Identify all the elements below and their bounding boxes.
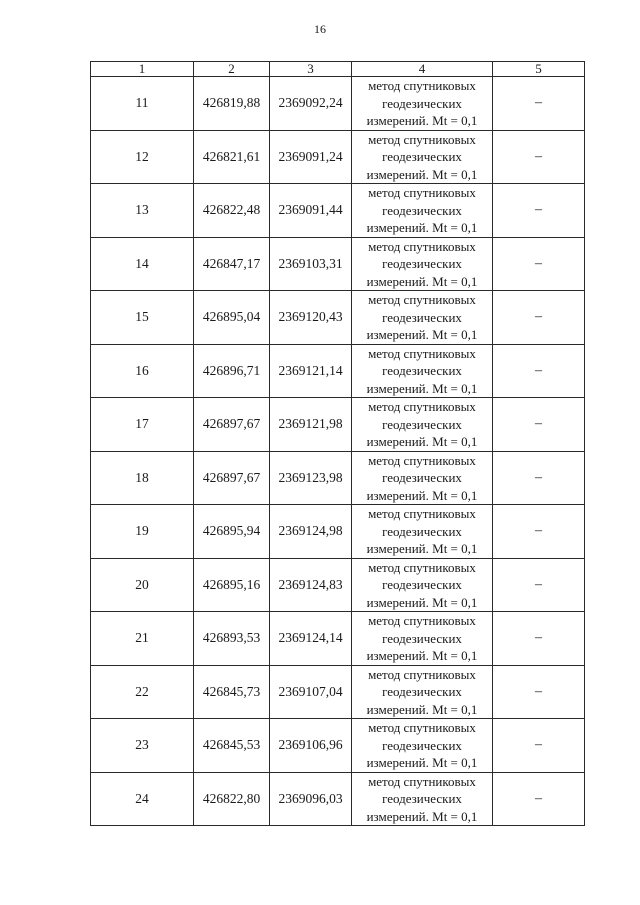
method-cell: [352, 77, 493, 131]
method-line-1: метод спутниковых: [368, 185, 476, 200]
method-line-3: измерений. Mt = 0,1: [366, 648, 478, 663]
x-coordinate-cell: 426897,67: [194, 451, 270, 505]
table-row: [91, 558, 585, 612]
method-line-3: измерений. Mt = 0,1: [366, 166, 478, 182]
method-line-3: измерений. Mt = 0,1: [366, 594, 478, 610]
table-row: [91, 719, 585, 773]
table-row: [91, 665, 585, 719]
table-row: [91, 77, 585, 131]
method-line-1: метод спутниковых: [368, 78, 476, 93]
x-coordinate-cell: 426821,61: [194, 130, 270, 184]
y-coordinate-cell: 2369124,83: [270, 558, 352, 612]
column-5-cell: –: [493, 184, 585, 238]
column-5-cell: –: [493, 77, 585, 131]
point-number-cell: 16: [91, 344, 194, 398]
method-line-3: измерений. Mt = 0,1: [366, 541, 478, 556]
y-coordinate-cell: 2369106,96: [270, 719, 352, 773]
method-line-2: геодезических: [382, 256, 462, 271]
table-row: [91, 451, 585, 505]
method-line-2: геодезических: [382, 416, 462, 432]
point-number-cell: 22: [91, 665, 194, 719]
table-row: [91, 398, 585, 452]
method-cell: [352, 612, 493, 666]
method-line-2: геодезических: [382, 95, 462, 111]
method-line-2: геодезических: [382, 630, 462, 646]
method-line-2: геодезических: [382, 149, 462, 164]
column-5-cell: –: [493, 558, 585, 612]
method-line-3: измерений. Mt = 0,1: [366, 273, 478, 289]
point-number-cell: 21: [91, 612, 194, 666]
y-coordinate-cell: 2369096,03: [270, 772, 352, 826]
column-5-cell: –: [493, 451, 585, 505]
method-line-1: метод спутниковых: [368, 613, 476, 628]
method-line-1: метод спутниковых: [368, 773, 476, 789]
method-line-3: измерений. Mt = 0,1: [366, 327, 478, 342]
method-cell: [352, 772, 493, 826]
column-5-cell: –: [493, 344, 585, 398]
point-number-cell: 13: [91, 184, 194, 238]
y-coordinate-cell: 2369121,98: [270, 398, 352, 452]
x-coordinate-cell: 426822,48: [194, 184, 270, 238]
header-col-5: 5: [493, 62, 585, 77]
method-line-2: геодезических: [382, 737, 462, 753]
y-coordinate-cell: 2369124,14: [270, 612, 352, 666]
x-coordinate-cell: 426822,80: [194, 772, 270, 826]
column-5-cell: –: [493, 130, 585, 184]
method-line-2: геодезических: [382, 791, 462, 806]
method-cell: [352, 398, 493, 452]
y-coordinate-cell: 2369103,31: [270, 237, 352, 291]
method-cell: [352, 237, 493, 291]
method-cell: [352, 665, 493, 719]
x-coordinate-cell: 426845,53: [194, 719, 270, 773]
column-5-cell: –: [493, 398, 585, 452]
point-number-cell: 12: [91, 130, 194, 184]
method-cell: [352, 291, 493, 345]
method-cell: [352, 505, 493, 559]
x-coordinate-cell: 426845,73: [194, 665, 270, 719]
column-5-cell: –: [493, 772, 585, 826]
method-line-3: измерений. Mt = 0,1: [366, 808, 478, 824]
x-coordinate-cell: 426895,94: [194, 505, 270, 559]
table-row: [91, 505, 585, 559]
point-number-cell: 20: [91, 558, 194, 612]
point-number-cell: 19: [91, 505, 194, 559]
method-cell: [352, 184, 493, 238]
method-line-1: метод спутниковых: [368, 238, 476, 254]
table-body: [91, 77, 585, 826]
column-5-cell: –: [493, 612, 585, 666]
table-row: [91, 130, 585, 184]
method-line-3: измерений. Mt = 0,1: [366, 113, 478, 128]
y-coordinate-cell: 2369120,43: [270, 291, 352, 345]
method-line-2: геодезических: [382, 684, 462, 699]
method-line-3: измерений. Mt = 0,1: [366, 434, 478, 449]
x-coordinate-cell: 426847,17: [194, 237, 270, 291]
table-row: [91, 344, 585, 398]
y-coordinate-cell: 2369123,98: [270, 451, 352, 505]
column-5-cell: –: [493, 505, 585, 559]
method-cell: [352, 719, 493, 773]
point-number-cell: 24: [91, 772, 194, 826]
x-coordinate-cell: 426819,88: [194, 77, 270, 131]
header-col-1: 1: [91, 62, 194, 77]
table-row: [91, 291, 585, 345]
method-line-2: геодезических: [382, 363, 462, 378]
page-number: 16: [314, 22, 326, 36]
method-line-1: метод спутниковых: [368, 131, 476, 147]
point-number-cell: 14: [91, 237, 194, 291]
column-5-cell: –: [493, 719, 585, 773]
method-cell: [352, 344, 493, 398]
column-5-cell: –: [493, 237, 585, 291]
method-line-1: метод спутниковых: [368, 292, 476, 307]
table-header-row: [91, 62, 585, 77]
method-line-3: измерений. Mt = 0,1: [366, 220, 478, 235]
table-row: [91, 237, 585, 291]
x-coordinate-cell: 426893,53: [194, 612, 270, 666]
x-coordinate-cell: 426895,16: [194, 558, 270, 612]
method-cell: [352, 558, 493, 612]
method-line-1: метод спутниковых: [368, 399, 476, 414]
point-number-cell: 11: [91, 77, 194, 131]
y-coordinate-cell: 2369121,14: [270, 344, 352, 398]
method-line-1: метод спутниковых: [368, 559, 476, 575]
header-col-4: 4: [352, 62, 493, 77]
coordinates-table: [90, 61, 585, 826]
method-line-1: метод спутниковых: [368, 720, 476, 735]
method-line-2: геодезических: [382, 470, 462, 485]
y-coordinate-cell: 2369091,24: [270, 130, 352, 184]
method-line-3: измерений. Mt = 0,1: [366, 701, 478, 717]
header-col-2: 2: [194, 62, 270, 77]
x-coordinate-cell: 426897,67: [194, 398, 270, 452]
y-coordinate-cell: 2369107,04: [270, 665, 352, 719]
method-line-2: геодезических: [382, 523, 462, 539]
method-line-1: метод спутниковых: [368, 345, 476, 361]
method-cell: [352, 451, 493, 505]
table-row: [91, 184, 585, 238]
y-coordinate-cell: 2369092,24: [270, 77, 352, 131]
y-coordinate-cell: 2369124,98: [270, 505, 352, 559]
method-line-1: метод спутниковых: [368, 452, 476, 468]
column-5-cell: –: [493, 665, 585, 719]
method-line-2: геодезических: [382, 577, 462, 592]
table-row: [91, 772, 585, 826]
method-line-3: измерений. Mt = 0,1: [366, 487, 478, 503]
column-5-cell: –: [493, 291, 585, 345]
method-line-1: метод спутниковых: [368, 506, 476, 521]
table-row: [91, 612, 585, 666]
point-number-cell: 17: [91, 398, 194, 452]
x-coordinate-cell: 426895,04: [194, 291, 270, 345]
method-cell: [352, 130, 493, 184]
header-col-3: 3: [270, 62, 352, 77]
point-number-cell: 18: [91, 451, 194, 505]
method-line-3: измерений. Mt = 0,1: [366, 380, 478, 396]
method-line-2: геодезических: [382, 202, 462, 218]
method-line-2: геодезических: [382, 309, 462, 325]
point-number-cell: 15: [91, 291, 194, 345]
x-coordinate-cell: 426896,71: [194, 344, 270, 398]
y-coordinate-cell: 2369091,44: [270, 184, 352, 238]
method-line-1: метод спутниковых: [368, 666, 476, 682]
point-number-cell: 23: [91, 719, 194, 773]
method-line-3: измерений. Mt = 0,1: [366, 755, 478, 770]
